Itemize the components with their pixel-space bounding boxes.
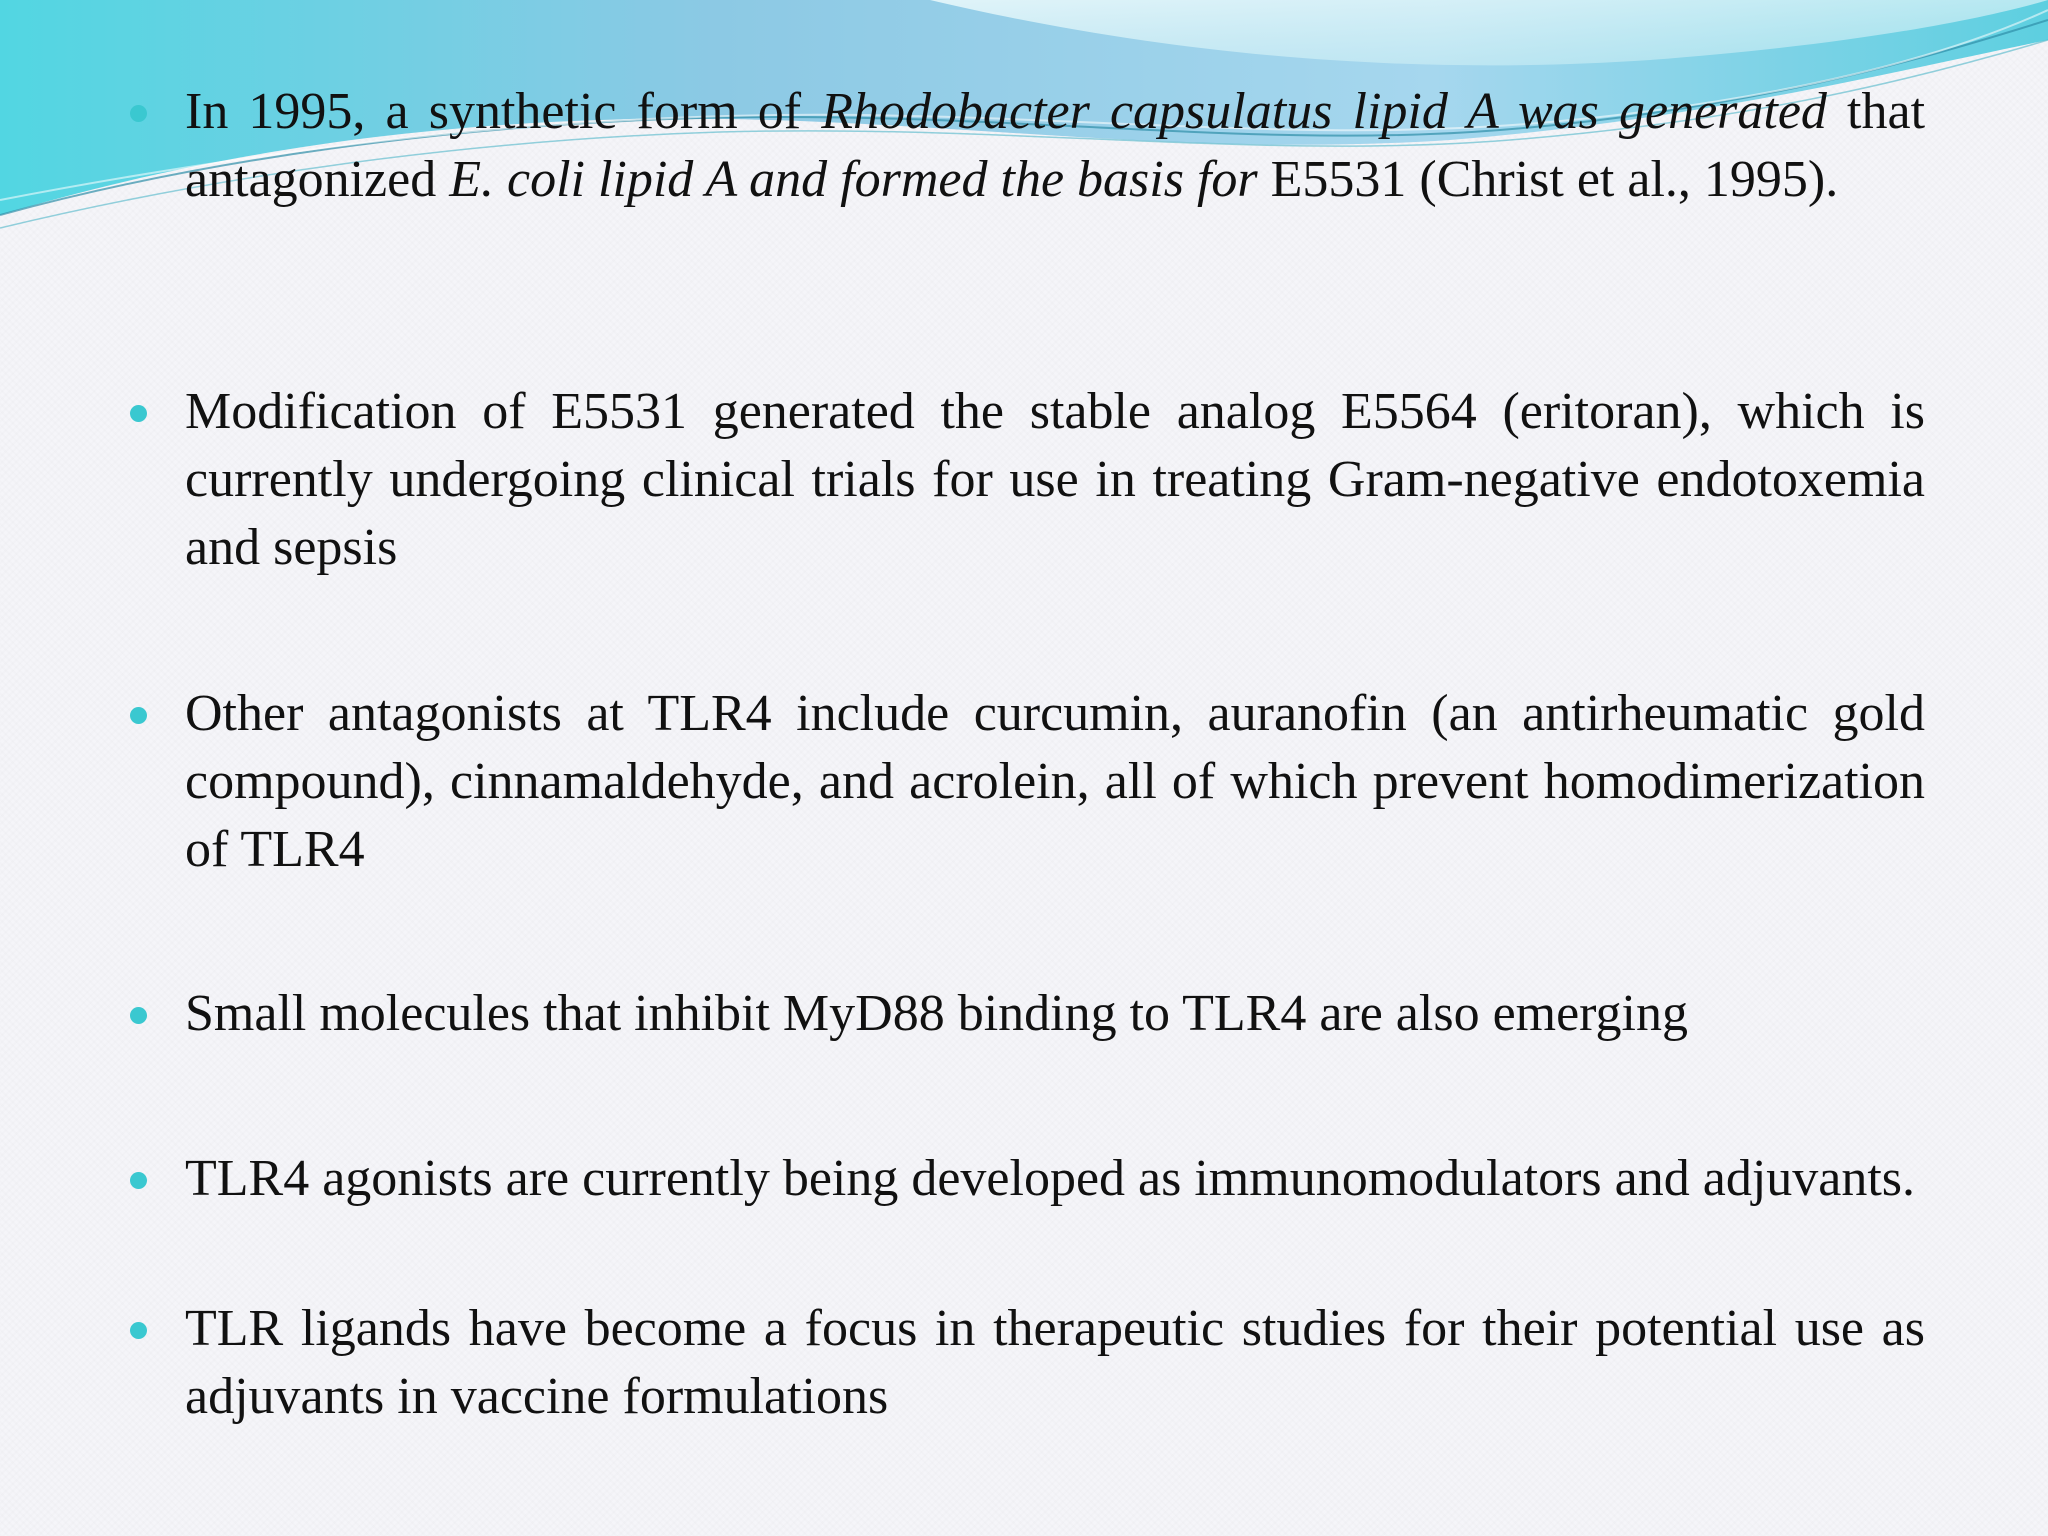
text-span: In 1995, a synthetic form of [185,83,822,140]
text-span: that antagonized [185,83,1926,208]
italic-text-span: E. coli lipid A and formed the basis for [449,151,1258,208]
bullet-dot-icon [130,105,147,122]
bullet-text: TLR ligands have become a focus in therapeutic studies for their potential use as adjuvants in vaccine formulations [185,1300,1925,1425]
bullet-text: TLR4 agonists are currently being developed as immunomodulators and adjuvants. [185,1150,1916,1207]
bullet-text: Small molecules that inhibit MyD88 binding to TLR4 are also emerging [185,985,1688,1042]
bullet-dot-icon [130,405,147,422]
bullet-text: Modification of E5531 generated the stable analog E5564 (eritoran), which is currently undergoing clinical trials for use in treating Gram-negative endotoxemia and sepsis [185,383,1925,576]
bullet-text: Other antagonists at TLR4 include curcumin, auranofin (an antirheumatic gold compound), cinnamaldehyde, and acrolein, all of which prevent homodimerization of TLR4 [185,685,1925,878]
bullet-dot-icon [130,1322,147,1339]
text-span: E5531 (Christ et al., 1995). [1257,151,1839,208]
bullet-dot-icon [130,1007,147,1024]
bullet-dot-icon [130,1172,147,1189]
bullet-dot-icon [130,707,147,724]
italic-text-span: Rhodobacter capsulatus lipid A was generated [821,83,1827,140]
bullet-text [185,78,1925,214]
